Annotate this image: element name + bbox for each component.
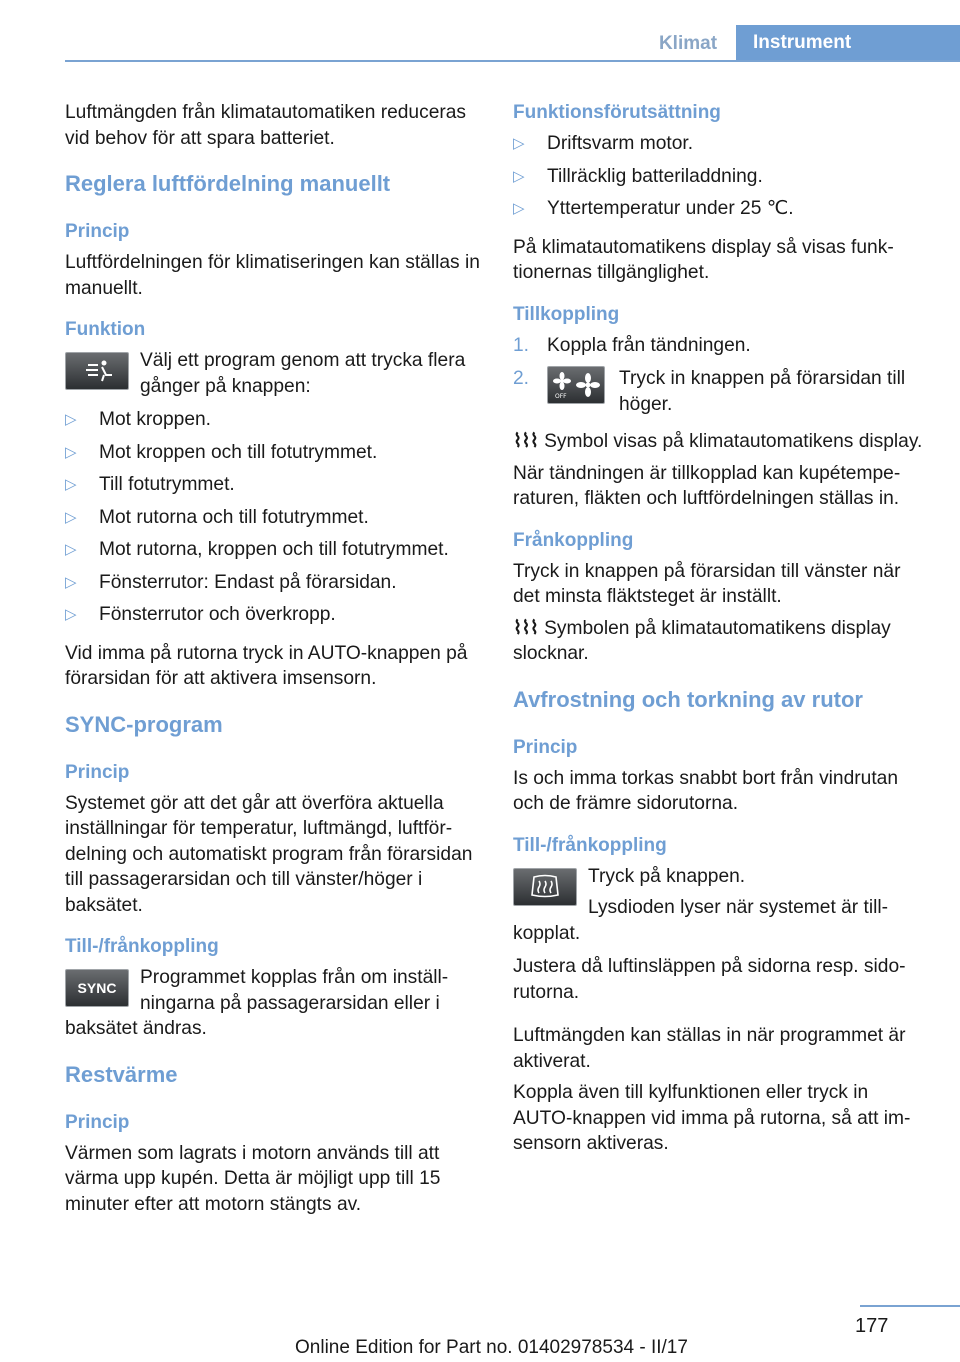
triangle-bullet-icon: ▷ bbox=[65, 573, 77, 591]
sync-button-label: SYNC bbox=[77, 980, 117, 996]
display-text: På klimatautomatikens display så visas funktionernas tillgänglighet. bbox=[513, 236, 894, 283]
heading-tillkoppling: Tillkoppling bbox=[513, 303, 620, 325]
footer-divider bbox=[860, 1305, 960, 1307]
list-item: ▷ Fönsterrutor: Endast på förarsidan. bbox=[65, 570, 480, 603]
page-header bbox=[0, 0, 960, 62]
luftmangd-text: Luftmängden kan ställas in när programmet är aktiverat. bbox=[513, 1025, 906, 1072]
list-item: ▷ Mot rutorna, kroppen och till fotutrymmet. bbox=[65, 537, 480, 570]
restvarme-text: Värmen som lagrats i motorn används till att värma upp kupén. Detta är möjligt upp till 15 minuter efter att motorn stängts av. bbox=[65, 1142, 441, 1215]
tryck-text: Tryck på knappen. bbox=[588, 865, 746, 887]
header-section-tab[interactable]: Klimat bbox=[658, 33, 718, 54]
list-item: ▷ Mot kroppen. bbox=[65, 407, 480, 440]
imma-text: Vid imma på rutorna tryck in AUTO-knappen på förarsidan för att aktivera imsensorn. bbox=[65, 642, 468, 689]
heading-princip: Princip bbox=[65, 761, 130, 783]
intro-text: Luftmängden från klimatautomatiken reduceras vid behov för att spara batteriet. bbox=[65, 102, 467, 149]
heading-funktionsforutsattning: Funktionsförutsättning bbox=[513, 102, 721, 123]
sync-princip-text: Systemet gör att det går att överföra aktuella inställningar för temperatur, luftmängd, luftfördelning och automatiskt program från förarsidan till passagerarsidan och till vänster/höger i baksätet. bbox=[65, 792, 473, 916]
heading-princip: Princip bbox=[65, 221, 130, 242]
triangle-bullet-icon: ▷ bbox=[513, 135, 525, 152]
heading-princip: Princip bbox=[513, 736, 578, 758]
heat-wave-icon: ⌇⌇⌇ bbox=[513, 617, 539, 639]
list-item: ▷ Yttertemperatur under 25 ℃. bbox=[513, 196, 931, 229]
lysdiod-text: Lysdioden lyser när systemet är tillkopplat. bbox=[513, 897, 889, 944]
header-chapter-tab[interactable]: Instrument bbox=[736, 25, 960, 61]
list-item: ▷ Mot kroppen och till fotutrymmet. bbox=[65, 440, 480, 473]
triangle-bullet-icon: ▷ bbox=[513, 167, 525, 185]
program-list bbox=[65, 407, 480, 635]
heading-till-frankoppling: Till-/frånkoppling bbox=[513, 834, 667, 856]
justera-text: Justera då luftinsläppen på sidorna resp. sidorutorna. bbox=[513, 956, 906, 1003]
tandning-text: När tändningen är tillkopplad kan kupétemperaturen, fläkten och luftfördelningen ställas in. bbox=[513, 462, 901, 509]
fan-off-button-icon bbox=[547, 366, 605, 404]
heading-sync-program: SYNC-program bbox=[65, 711, 223, 737]
steps-list bbox=[513, 333, 931, 426]
heading-till-frankoppling: Till-/frånkoppling bbox=[65, 936, 219, 957]
svg-text:OFF: OFF bbox=[555, 393, 567, 400]
triangle-bullet-icon: ▷ bbox=[65, 606, 77, 623]
air-distribution-button-icon bbox=[65, 352, 129, 390]
right-column bbox=[513, 100, 931, 1163]
prerequisite-list bbox=[513, 131, 931, 229]
princip-text: Luftfördelningen för klimatiseringen kan ställas in manuellt. bbox=[65, 252, 480, 299]
left-column bbox=[65, 100, 480, 1223]
defrost-button-icon bbox=[513, 868, 577, 906]
heat-wave-icon: ⌇⌇⌇ bbox=[513, 431, 539, 452]
fan-icon bbox=[548, 367, 604, 403]
triangle-bullet-icon: ▷ bbox=[65, 411, 77, 428]
header-divider bbox=[65, 60, 960, 62]
sync-text: Programmet kopplas från om inställningarna på passagerarsidan eller i baksätet ändras. bbox=[65, 967, 449, 1039]
defrost-row bbox=[513, 864, 931, 947]
triangle-bullet-icon: ▷ bbox=[65, 541, 77, 558]
koppla-text: Koppla även till kylfunktionen eller tryck in AUTO-knappen vid imma på rutorna, så att imsensorn aktiveras. bbox=[513, 1082, 911, 1154]
frankoppling-text: Tryck in knappen på förarsidan till vänster när det minsta fläktsteget är inställt. bbox=[513, 560, 901, 607]
heading-frankoppling: Frånkoppling bbox=[513, 529, 634, 551]
list-item: ▷ Mot rutorna och till fotutrymmet. bbox=[65, 505, 480, 538]
symbolen-line: ⌇⌇⌇ Symbolen på klimatautomatikens display slocknar. bbox=[513, 617, 891, 664]
edition-footer: Online Edition for Part no. 01402978534 - II/17 bbox=[295, 1337, 688, 1358]
triangle-bullet-icon: ▷ bbox=[65, 476, 77, 493]
heading-funktion: Funktion bbox=[65, 319, 146, 340]
heading-manual-distribution: Reglera luftfördelning manuellt bbox=[65, 171, 391, 196]
rear-defrost-icon bbox=[514, 869, 576, 905]
funktion-text: Välj ett program genom att trycka flera gånger på knappen: bbox=[140, 350, 466, 397]
heading-restvarme: Restvärme bbox=[65, 1061, 178, 1087]
sync-button-icon bbox=[65, 969, 129, 1007]
triangle-bullet-icon: ▷ bbox=[65, 443, 77, 461]
list-item: ▷ Till fotutrymmet. bbox=[65, 472, 480, 505]
heading-princip: Princip bbox=[65, 1111, 130, 1133]
air-distribution-icon bbox=[66, 353, 128, 389]
triangle-bullet-icon: ▷ bbox=[65, 508, 77, 526]
list-item: 2. OFF Tryck in knappen på förarsidan till höger. bbox=[513, 368, 906, 415]
list-item: ▷ Tillräcklig batteriladdning. bbox=[513, 164, 931, 197]
funktion-row bbox=[65, 348, 480, 399]
triangle-bullet-icon: ▷ bbox=[513, 200, 525, 217]
page-number: 177 bbox=[855, 1315, 889, 1337]
sync-row bbox=[65, 965, 480, 1042]
list-item: ▷ Fönsterrutor och överkropp. bbox=[65, 602, 480, 635]
list-item: ▷ Driftsvarm motor. bbox=[513, 131, 931, 164]
list-item: 1. Koppla från tändningen. bbox=[513, 334, 751, 356]
symbol-line: ⌇⌇⌇ Symbol visas på klimatautomatikens display. bbox=[513, 431, 923, 452]
avfrostning-princip-text: Is och imma torkas snabbt bort från vindrutan och de främre sidorutorna. bbox=[513, 767, 898, 814]
heading-avfrostning: Avfrostning och torkning av rutor bbox=[513, 686, 863, 712]
